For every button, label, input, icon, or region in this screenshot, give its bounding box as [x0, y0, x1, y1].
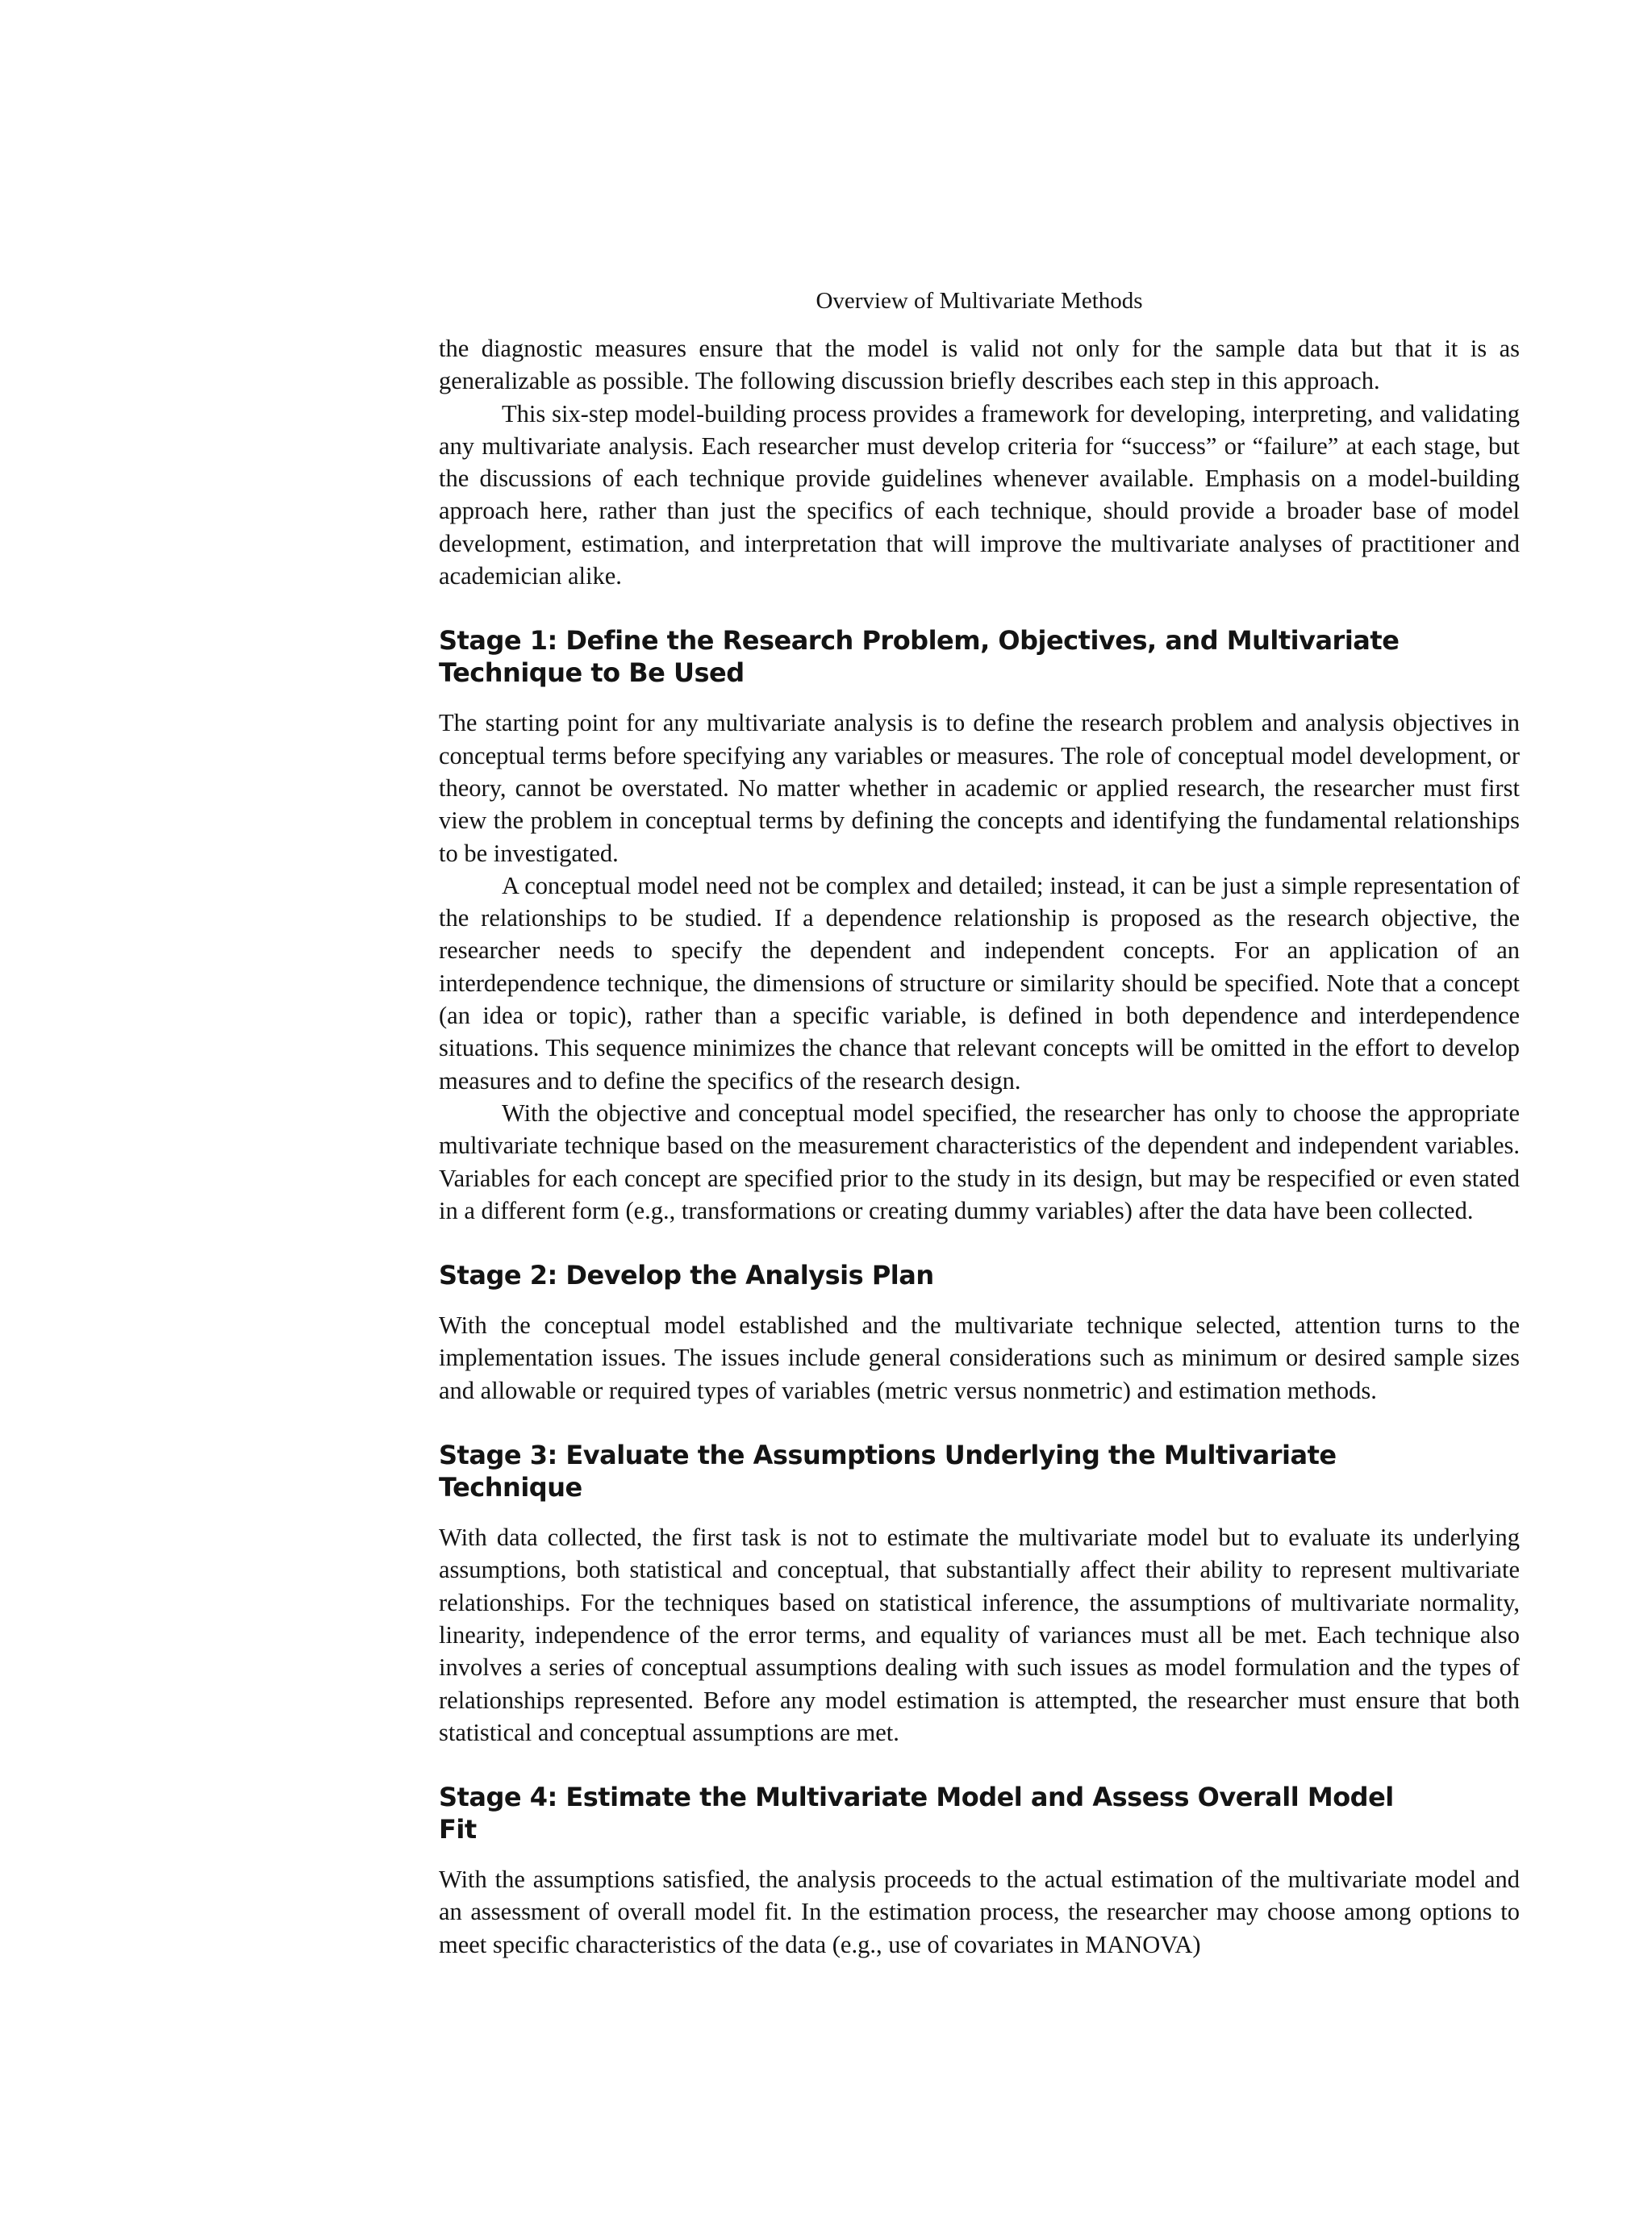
running-header: Overview of Multivariate Methods: [816, 288, 1143, 314]
stage4-paragraph-1: With the assumptions satisfied, the analysis proceeds to the actual estimation of the multivariate model and an assessment of overall model fit. In the estimation process, the researcher may choose among options to meet specific characteristics of the data (e.g., use of covariates in MANOVA): [439, 1866, 1520, 1958]
stage1-paragraph-2: A conceptual model need not be complex and detailed; instead, it can be just a simple representation of the relationships to be studied. If a dependence relationship is proposed as the research objective, the researcher needs to specify the dependent and independent concepts. For an application of an interdependence technique, the dimensions of structure or similarity should be specified. Note that a concept (an idea or topic), rather than a specific variable, is defined in both dependence and interdependence situations. This sequence minimizes the chance that relevant concepts will be omitted in the effort to develop measures and to define the specifics of the research design.: [439, 871, 1520, 1095]
stage4-heading: Stage 4: Estimate the Multivariate Model and Assess Overall Model Fit: [439, 1782, 1394, 1845]
stage2-paragraph-1: With the conceptual model established and the multivariate technique selected, attention turns to the implementation issues. The issues include general considerations such as minimum or desired sample sizes and allowable or required types of variables (metric versus nonmetric) and estimation methods.: [439, 1311, 1520, 1404]
stage1-heading: Stage 1: Define the Research Problem, Objectives, and Multivariate Technique to Be Used: [439, 625, 1400, 689]
intro-paragraph-1: the diagnostic measures ensure that the model is valid not only for the sample data but that it is as generalizable as possible. The following discussion briefly describes each step in this approach.: [439, 335, 1520, 395]
intro-paragraph-2: This six-step model-building process provides a framework for developing, interpreting, and validating any multivariate analysis. Each researcher must develop criteria for “success” or “failure” at each stage, but the discussions of each technique provide guidelines whenever available. Emphasis on a model-building approach here, rather than just the specifics of each technique, should provide a broader base of model development, estimation, and interpretation that will improve the multivariate analyses of practitioner and academician alike.: [439, 399, 1520, 590]
page-body: [439, 332, 1520, 1961]
stage3-paragraph-1: With data collected, the first task is not to estimate the multivariate model but to evaluate its underlying assumptions, both statistical and conceptual, that substantially affect their ability to represent multivariate relationships. For the techniques based on statistical inference, the assumptions of multivariate normality, linearity, independence of the error terms, and equality of variances must all be met. Each technique also involves a series of conceptual assumptions dealing with such issues as model formulation and the types of relationships represented. Before any model estimation is attempted, the researcher must ensure that both statistical and conceptual assumptions are met.: [439, 1524, 1520, 1746]
stage3-heading: Stage 3: Evaluate the Assumptions Underlying the Multivariate Technique: [439, 1440, 1337, 1503]
stage1-paragraph-1: The starting point for any multivariate analysis is to define the research problem and analysis objectives in conceptual terms before specifying any variables or measures. The role of conceptual model development, or theory, cannot be overstated. No matter whether in academic or applied research, the researcher must first view the problem in conceptual terms by defining the concepts and identifying the fundamental relationships to be investigated.: [439, 709, 1520, 867]
stage2-heading: Stage 2: Develop the Analysis Plan: [439, 1260, 934, 1291]
stage1-paragraph-3: With the objective and conceptual model specified, the researcher has only to choose the appropriate multivariate technique based on the measurement characteristics of the dependent and independent variables. Variables for each concept are specified prior to the study in its design, but may be respecified or even stated in a different form (e.g., transformations or creating dummy variables) after the data have been collected.: [439, 1099, 1520, 1224]
